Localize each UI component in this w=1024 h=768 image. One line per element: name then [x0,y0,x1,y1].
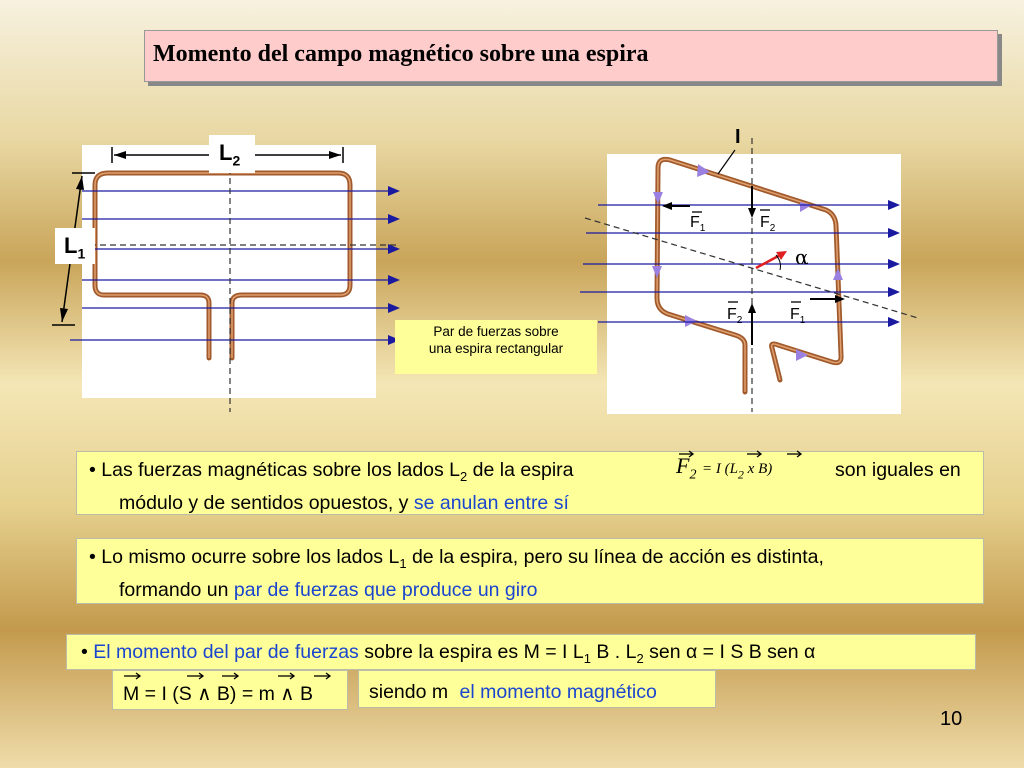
magnetic-moment-definition-box: siendo m el momento magnético [358,670,716,708]
formula-f2: $F_2 = I$ ($L_2$ x B) [676,453,773,483]
force-f2-label: $F_2$ [760,214,776,235]
l1-label: $L_1$ [64,233,86,262]
force-f1-label: $F_1$ [690,214,706,235]
right-magnetic-field-lines [580,205,892,322]
page-number: 10 [940,708,963,730]
text-box-moment: • El momento del par de fuerzas sobre la espira es M = I $L_1$ B . $L_2$ sen α = I S B sen α [66,634,976,670]
box2-line2: formando un par de fuerzas que produce un giro [119,578,538,601]
moment-formula-box [112,670,348,710]
moment-formula: M = I (S ∧ B) = m ∧ B [123,683,313,705]
box2-line1: • Lo mismo ocurre sobre los lados $L_1$ de la espira, pero su línea de acción es distinta, [89,546,824,571]
text-box-forces-l1 [76,538,984,604]
caption-line-1: Par de fuerzas sobre [433,324,559,339]
force-f1-lower-label: $F_1$ [790,306,806,327]
text-box-forces-l2 [76,451,984,515]
force-f2-lower-label: $F_2$ [727,306,743,327]
l2-label: $L_2$ [219,140,241,169]
caption-line-2: una espira rectangular [428,341,564,356]
box1-line2: módulo y de sentidos opuestos, y se anulan entre sí [119,491,569,514]
current-label: I [735,126,741,148]
tilted-loop-wire [657,159,841,392]
box1-line1: • Las fuerzas magnéticas sobre los lados $L_2$ de la espira $F_2 = I$ ($L_2$ x B) son iguales en [89,457,973,490]
angle-alpha-label: α [795,245,809,269]
figure-caption [395,320,597,374]
page-title: Momento del campo magnético sobre una espira [153,41,649,67]
